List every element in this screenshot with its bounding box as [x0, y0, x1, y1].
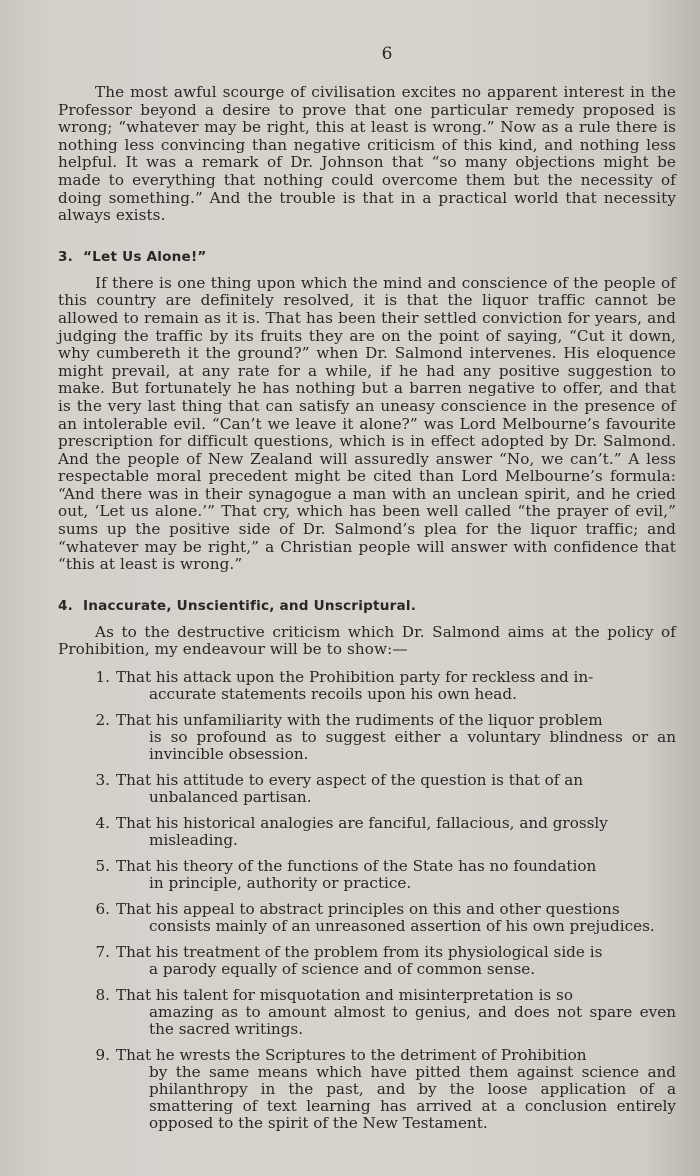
- list-item-number: 5.: [95, 857, 110, 876]
- list-item-text: That his talent for misquotation and misinterpretation is so amazing as to amount almost to genius, and does not spare even the sacred writings.: [116, 986, 676, 1039]
- list-item-number: 3.: [95, 771, 110, 790]
- section-3-heading: [58, 249, 676, 265]
- list-item-number: 7.: [95, 943, 110, 962]
- list-item-text: That his theory of the functions of the State has no foundation in principle, authority or practice.: [116, 857, 597, 893]
- page-number: 6: [381, 44, 393, 64]
- list-item: [58, 901, 676, 935]
- list-item: [58, 815, 676, 849]
- section-3-paragraph: If there is one thing upon which the mind and conscience of the people of this country are definitely resolved, it is that the liquor traffic cannot be allowed to remain as it is. That has been their settled conviction for years, and judging the traffic by its fruits they are on the point of saying, “Cut it down, why cumbereth it the ground?” when Dr. Salmond intervenes. His eloquence might prevail, at any rate for a while, if he had any positive suggestion to make. But fortunately he has nothing but a barren negative to offer, and that is the very last thing that can satisfy an uneasy conscience in the presence of an intolerable evil. “Can’t we leave it alone?” was Lord Melbourne’s favourite prescription for difficult questions, which is in effect adopted by Dr. Salmond. And the people of New Zealand will assuredly answer “No, we can’t.” A less respectable moral precedent might be cited than Lord Melbourne’s formula: “And there was in their synagogue a man with an unclean spirit, and he cried out, ‘Let us alone.’” That cry, which has been well called “the prayer of evil,” sums up the positive side of Dr. Salmond’s plea for the liquor traffic; and “whatever may be right,” a Christian people will answer with confidence that “this at least is wrong.”: [58, 273, 676, 574]
- list-item-text: That his appeal to abstract principles on this and other questions consists mainly of an unreasoned assertion of his own prejudices.: [116, 900, 655, 936]
- section-4-title: Inaccurate, Unscientific, and Unscriptural.: [83, 597, 417, 614]
- section-4-paragraph: As to the destructive criticism which Dr. Salmond aims at the policy of Prohibition, my endeavour will be to show:—: [58, 622, 676, 659]
- list-item-number: 6.: [95, 900, 110, 919]
- list-item: [58, 712, 676, 763]
- list-item: [58, 987, 676, 1038]
- section-4-number: 4.: [58, 597, 74, 614]
- list-item: [58, 858, 676, 892]
- section-3-title: “Let Us Alone!”: [83, 248, 207, 265]
- intro-paragraph: The most awful scourge of civilisation excites no apparent interest in the Professor beyond a desire to prove that one particular remedy proposed is wrong; “whatever may be right, this at least is wrong.” Now as a rule there is nothing less convincing than negative criticism of this kind, and nothing less helpful. It was a remark of Dr. Johnson that “so many objections might be made to everything that nothing could overcome them but the necessity of doing something.” And the trouble is that in a practical world that necessity always exists.: [58, 83, 676, 225]
- list-item-text: That his historical analogies are fanciful, fallacious, and grossly misleading.: [116, 814, 608, 850]
- list-item-text: That he wrests the Scriptures to the detriment of Prohibition by the same means which have pitted them against science and philanthropy in the past, and by the loose application of a smattering of text learning has arrived at a conclusion entirely opposed to the spirit of the New Testament.: [116, 1046, 676, 1133]
- list-item-text: That his attitude to every aspect of the question is that of an unbalanced partisan.: [116, 771, 584, 807]
- section-4-heading: [58, 598, 676, 614]
- list-item: [58, 669, 676, 703]
- list-item-number: 1.: [95, 668, 110, 687]
- list-item-text: That his unfamiliarity with the rudiments of the liquor problem is so profound as to suggest either a voluntary blindness or an invincible obsession.: [116, 711, 676, 764]
- list-item-number: 8.: [95, 986, 110, 1005]
- list-item-text: That his attack upon the Prohibition party for reckless and in- accurate statements recoils upon his own head.: [116, 668, 594, 704]
- section-3-number: 3.: [58, 248, 74, 265]
- criticism-points-list: [58, 669, 676, 1132]
- list-item-text: That his treatment of the problem from its physiological side is a parody equally of science and of common sense.: [116, 943, 603, 979]
- list-item: [58, 1047, 676, 1132]
- list-item-number: 2.: [95, 711, 110, 730]
- list-item: [58, 944, 676, 978]
- list-item-number: 4.: [95, 814, 110, 833]
- list-item-number: 9.: [95, 1046, 110, 1065]
- list-item: [58, 772, 676, 806]
